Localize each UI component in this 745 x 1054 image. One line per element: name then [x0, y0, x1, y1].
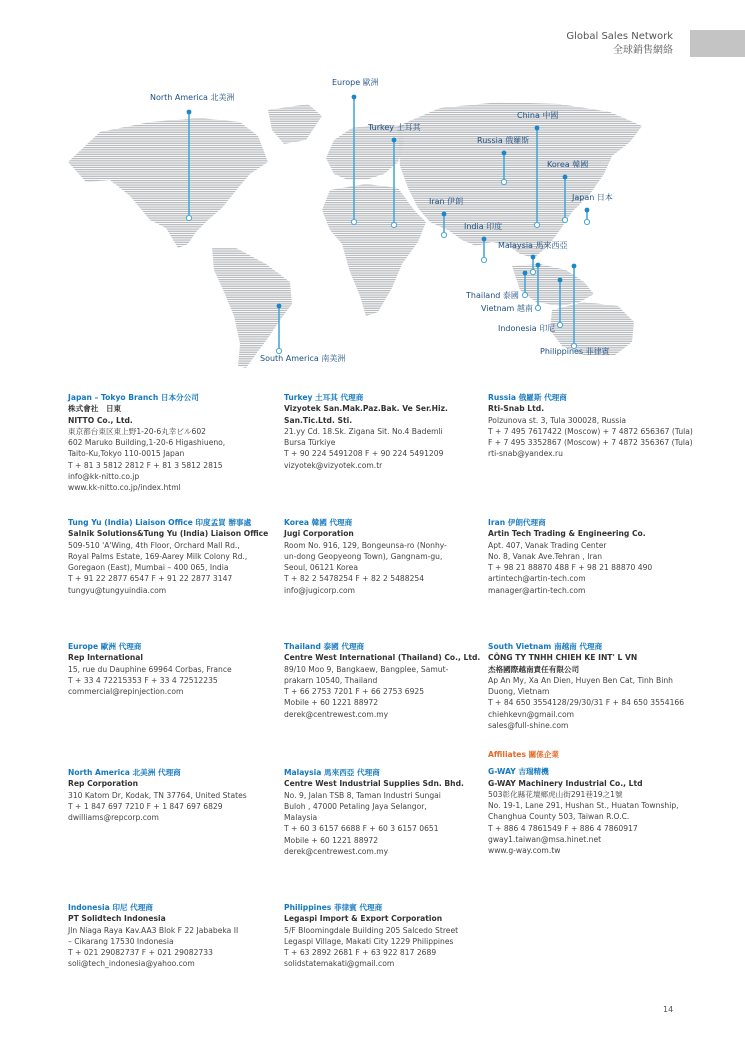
entry-line: Rti-Snab Ltd. — [488, 404, 545, 414]
pin-head — [536, 263, 541, 268]
entry-line: prakarn 10540, Thailand — [284, 675, 378, 685]
asia-shape — [398, 102, 642, 258]
entry-mobile: Mobile + 60 1221 88972 — [284, 698, 379, 708]
entry-line: CÔNG TY TNHH CHIEH KE INT' L VN — [488, 653, 638, 663]
entry-email[interactable]: dwilliams@repcorp.com — [68, 813, 159, 823]
entry-email[interactable]: artintech@artin-tech.com — [488, 574, 586, 584]
entry-title: Tung Yu (India) Liaison Office 印度孟買 辦事處 — [68, 518, 252, 527]
entry-gway — [488, 749, 678, 857]
pin-location-dot — [351, 219, 356, 224]
entry-line: 東京都台東区東上野1-20-6丸幸ビル602 — [68, 426, 207, 436]
entry-line: Legaspi Village, Makati City 1229 Philippines — [284, 936, 454, 946]
entry-website[interactable]: www.g-way.com.tw — [488, 846, 561, 856]
entry-iran — [488, 517, 678, 596]
affiliates-heading: Affiliates 關係企業 — [488, 750, 559, 759]
entry-thailand — [284, 641, 481, 720]
entry-line: 株式會社 日東 — [68, 404, 122, 414]
entry-phone: T + 60 3 6157 6688 F + 60 3 6157 0651 — [284, 824, 439, 834]
africa-shape — [322, 184, 426, 316]
entry-email[interactable]: commercial@repinjection.com — [68, 687, 184, 697]
entry-title: Indonesia 印尼 代理商 — [68, 903, 153, 912]
entry-line: 89/10 Moo 9, Bangkaew, Bangplee, Samut- — [284, 664, 449, 674]
entry-line: 21.yy Cd. 18.Sk. Zigana Sit. No.4 Bademli — [284, 426, 443, 436]
pin-head — [187, 110, 192, 115]
entry-phone: T + 81 3 5812 2812 F + 81 3 5812 2815 — [68, 460, 223, 470]
entry-title: Philippines 菲律賓 代理商 — [284, 903, 383, 912]
pin-head — [442, 212, 447, 217]
entry-turkey — [284, 392, 474, 471]
entry-phone: T + 33 4 72215353 F + 33 4 72512235 — [68, 675, 218, 685]
entry-japan — [68, 392, 258, 494]
pin-head — [502, 151, 507, 156]
entry-fax: F + 7 495 3352867 (Moscow) + 7 4872 356367 (Tula) — [488, 438, 693, 448]
entry-line: No. 9, Jalan TSB 8, Taman Industri Sungai — [284, 790, 441, 800]
pin-location-dot — [276, 348, 281, 353]
entry-line: Jugi Corporation — [284, 529, 354, 539]
page-header — [566, 30, 673, 58]
entry-line: Rep Corporation — [68, 779, 138, 789]
entry-europe — [68, 641, 258, 697]
entry-line: NITTO Co., Ltd. — [68, 415, 133, 425]
entry-line: Buloh , 47000 Petaling Jaya Selangor, — [284, 801, 427, 811]
entry-phone: T + 886 4 7861549 F + 886 4 7860917 — [488, 823, 638, 833]
pin-location-dot — [441, 232, 446, 237]
entry-phone: T + 91 22 2877 6547 F + 91 22 2877 3147 — [68, 574, 233, 584]
entry-line: un-dong Geopyeong Town), Gangnam-gu, — [284, 551, 443, 561]
header-title-en: Global Sales Network — [566, 31, 673, 42]
entry-title: Thailand 泰國 代理商 — [284, 642, 365, 651]
entry-line: G-WAY Machinery Industrial Co., Ltd — [488, 778, 643, 788]
entry-email[interactable]: derek@centrewest.com.my — [284, 847, 389, 857]
north-america-shape — [68, 118, 268, 248]
entry-line: Seoul, 06121 Korea — [284, 563, 358, 573]
pin-location-dot — [522, 292, 527, 297]
header-accent-bar — [690, 30, 745, 57]
entry-korea — [284, 517, 474, 596]
entry-india — [68, 517, 269, 596]
pin-label: Iran 伊朗 — [429, 197, 464, 206]
pin-label: Europe 歐洲 — [332, 78, 379, 87]
pin-label: Indonesia 印尼 — [498, 324, 556, 333]
pin-location-dot — [557, 322, 562, 327]
entry-line: Malaysia — [284, 813, 318, 823]
pin-head — [531, 255, 536, 260]
pin-location-dot — [534, 222, 539, 227]
entry-title: South Vietnam 南越南 代理商 — [488, 642, 603, 651]
pin-head — [558, 278, 563, 283]
entry-philippines — [284, 902, 474, 970]
entry-line: Duong, Vietnam — [488, 687, 550, 697]
entry-north-america — [68, 767, 258, 823]
pin-head — [535, 126, 540, 131]
entry-line: 310 Katom Dr, Kodak, TN 37764, United States — [68, 790, 247, 800]
entry-email[interactable]: gway1.taiwan@msa.hinet.net — [488, 835, 602, 845]
entry-line: Goregaon (East), Mumbai – 400 065, India — [68, 563, 229, 573]
entry-line: Changhua County 503, Taiwan R.O.C. — [488, 812, 630, 822]
europe-shape — [326, 124, 404, 180]
entry-email[interactable]: chiehkevn@gmail.com — [488, 709, 575, 719]
entry-title: G-WAY 吉瑞精機 — [488, 767, 549, 777]
entry-line: Room No. 916, 129, Bongeunsa-ro (Nonhy- — [284, 540, 447, 550]
entry-website[interactable]: www.kk-nitto.co.jp/index.html — [68, 483, 181, 493]
entry-line: Royal Palms Estate, 169-Aarey Milk Colony Rd., — [68, 551, 248, 561]
pin-label: North America 北美洲 — [150, 93, 235, 102]
pin-location-dot — [186, 215, 191, 220]
entry-phone: T + 021 29082737 F + 021 29082733 — [68, 948, 213, 958]
entry-line: Ap An My, Xa An Dien, Huyen Ben Cat, Tinh Binh — [488, 675, 673, 685]
entry-phone: T + 98 21 88870 488 F + 98 21 88870 490 — [488, 563, 653, 573]
entry-phone: T + 7 495 7617422 (Moscow) + 7 4872 656367 (Tula) — [488, 426, 693, 436]
entry-phone: T + 63 2892 2681 F + 63 922 817 2689 — [284, 948, 437, 958]
pin-location-dot — [481, 257, 486, 262]
pin-label: Thailand 泰國 — [466, 291, 519, 300]
entry-email[interactable]: solidstatemakati@gmail.com — [284, 959, 395, 969]
entry-phone: T + 90 224 5491208 F + 90 224 5491209 — [284, 449, 444, 459]
entry-line: 杰格國際越南責任有限公司 — [488, 664, 580, 674]
pin-label: Turkey 土耳其 — [368, 123, 421, 132]
pin-head — [352, 95, 357, 100]
entry-line: San.Tic.Ltd. Sti. — [284, 415, 353, 425]
pin-label: South America 南美洲 — [260, 354, 346, 363]
entry-phone: T + 66 2753 7201 F + 66 2753 6925 — [284, 687, 425, 697]
pin-head — [563, 175, 568, 180]
pin-label: Philippines 菲律賓 — [540, 347, 610, 356]
pin-head — [572, 264, 577, 269]
entry-line: Salnik Solutions&Tung Yu (India) Liaison Office — [68, 529, 269, 539]
entry-line: 602 Maruko Building,1-20-6 Higashiueno, — [68, 438, 226, 448]
pin-japan — [571, 192, 613, 225]
entry-line: Artin Tech Trading & Engineering Co. — [488, 529, 646, 539]
entry-email[interactable]: info@jugicorp.com — [284, 585, 356, 595]
pin-label: India 印度 — [464, 222, 503, 231]
pin-label: China 中國 — [517, 111, 559, 120]
entry-indonesia — [68, 902, 258, 970]
entry-line: – Cikarang 17530 Indonesia — [68, 936, 174, 946]
entry-line: 5/F Bloomingdale Building 205 Salcedo Street — [284, 925, 459, 935]
entry-phone: T + 82 2 5478254 F + 82 2 5488254 — [284, 574, 425, 584]
entry-email[interactable]: rti-snab@yandex.ru — [488, 449, 563, 459]
entry-russia — [488, 392, 693, 460]
entry-email[interactable]: manager@artin-tech.com — [488, 585, 586, 595]
entry-email[interactable]: soli@tech_indonesia@yahoo.com — [68, 959, 195, 969]
entry-mobile: Mobile + 60 1221 88972 — [284, 835, 379, 845]
entry-line: Taito-Ku,Tokyo 110-0015 Japan — [68, 449, 185, 459]
header-title-zh: 全球銷售網絡 — [613, 45, 673, 56]
pin-location-dot — [391, 222, 396, 227]
entry-line: Rep International — [68, 653, 143, 663]
entry-line: Centre West Industrial Supplies Sdn. Bhd. — [284, 779, 464, 789]
entry-line: 15, rue du Dauphine 69964 Corbas, France — [68, 664, 232, 674]
pin-label: Russia 俄羅斯 — [477, 136, 530, 145]
entry-email[interactable]: derek@centrewest.com.my — [284, 709, 389, 719]
pin-label: Malaysia 馬來西亞 — [498, 241, 568, 250]
entry-line: Centre West International (Thailand) Co., Ltd. — [284, 653, 481, 663]
pin-label: Korea 韓國 — [547, 160, 589, 169]
entry-line: Jln Niaga Raya Kav.AA3 Blok F 22 Jababeka II — [68, 925, 239, 935]
entry-email[interactable]: tungyu@tungyuindia.com — [68, 585, 167, 595]
entry-title: Malaysia 馬來西亞 代理商 — [284, 768, 380, 777]
entry-title: Japan – Tokyo Branch 日本分公司 — [68, 393, 199, 402]
entry-line: Vizyotek San.Mak.Paz.Bak. Ve Ser.Hiz. — [284, 404, 448, 414]
greenland-shape — [268, 104, 322, 144]
pin-location-dot — [535, 305, 540, 310]
entry-email[interactable]: sales@full-shine.com — [488, 721, 569, 731]
pin-location-dot — [562, 217, 567, 222]
entry-malaysia — [284, 767, 474, 857]
entry-line: Apt. 407, Vanak Trading Center — [488, 540, 607, 550]
pin-head — [523, 271, 528, 276]
pin-location-dot — [530, 269, 535, 274]
entry-phone: T + 84 650 3554128/29/30/31 F + 84 650 3554166 — [488, 698, 685, 708]
entry-title: Iran 伊朗代理商 — [488, 518, 546, 527]
entry-line: No. 8, Vanak Ave.Tehran , Iran — [488, 551, 603, 561]
entry-title: Russia 俄羅斯 代理商 — [488, 393, 567, 402]
pin-location-dot — [584, 219, 589, 224]
pin-head — [277, 304, 282, 309]
entry-title: Korea 韓國 代理商 — [284, 518, 353, 527]
entry-line: Polzunova st. 3, Tula 300028, Russia — [488, 415, 627, 425]
entry-email[interactable]: vizyotek@vizyotek.com.tr — [284, 460, 383, 470]
pin-label: Vietnam 越南 — [481, 304, 533, 313]
pin-head — [482, 237, 487, 242]
entry-line: Legaspi Import & Export Corporation — [284, 914, 443, 924]
pin-label: Japan 日本 — [572, 193, 613, 202]
entry-phone: T + 1 847 697 7210 F + 1 847 697 6829 — [68, 801, 223, 811]
pin-head — [392, 138, 397, 143]
entry-vietnam — [488, 641, 685, 731]
pin-head — [585, 208, 590, 213]
entry-title: North America 北美洲 代理商 — [68, 768, 181, 777]
entry-line: Bursa Türkiye — [284, 438, 336, 448]
entry-line: PT Solidtech Indonesia — [68, 914, 166, 924]
entry-email[interactable]: info@kk-nitto.co.jp — [68, 472, 140, 482]
entry-line: 509-510 'A'Wing, 4th Floor, Orchard Mall Rd., — [68, 540, 240, 550]
entry-line: No. 19-1, Lane 291, Hushan St., Huatan Township, — [488, 801, 679, 811]
continents — [68, 102, 642, 368]
entry-title: Turkey 土耳其 代理商 — [284, 393, 364, 402]
page-number: 14 — [663, 1005, 674, 1014]
entry-title: Europe 歐洲 代理商 — [68, 642, 142, 651]
world-map — [0, 70, 745, 370]
pin-location-dot — [501, 179, 506, 184]
entry-line: 503彰化縣花壇鄉虎山街291巷19之1號 — [488, 789, 623, 799]
